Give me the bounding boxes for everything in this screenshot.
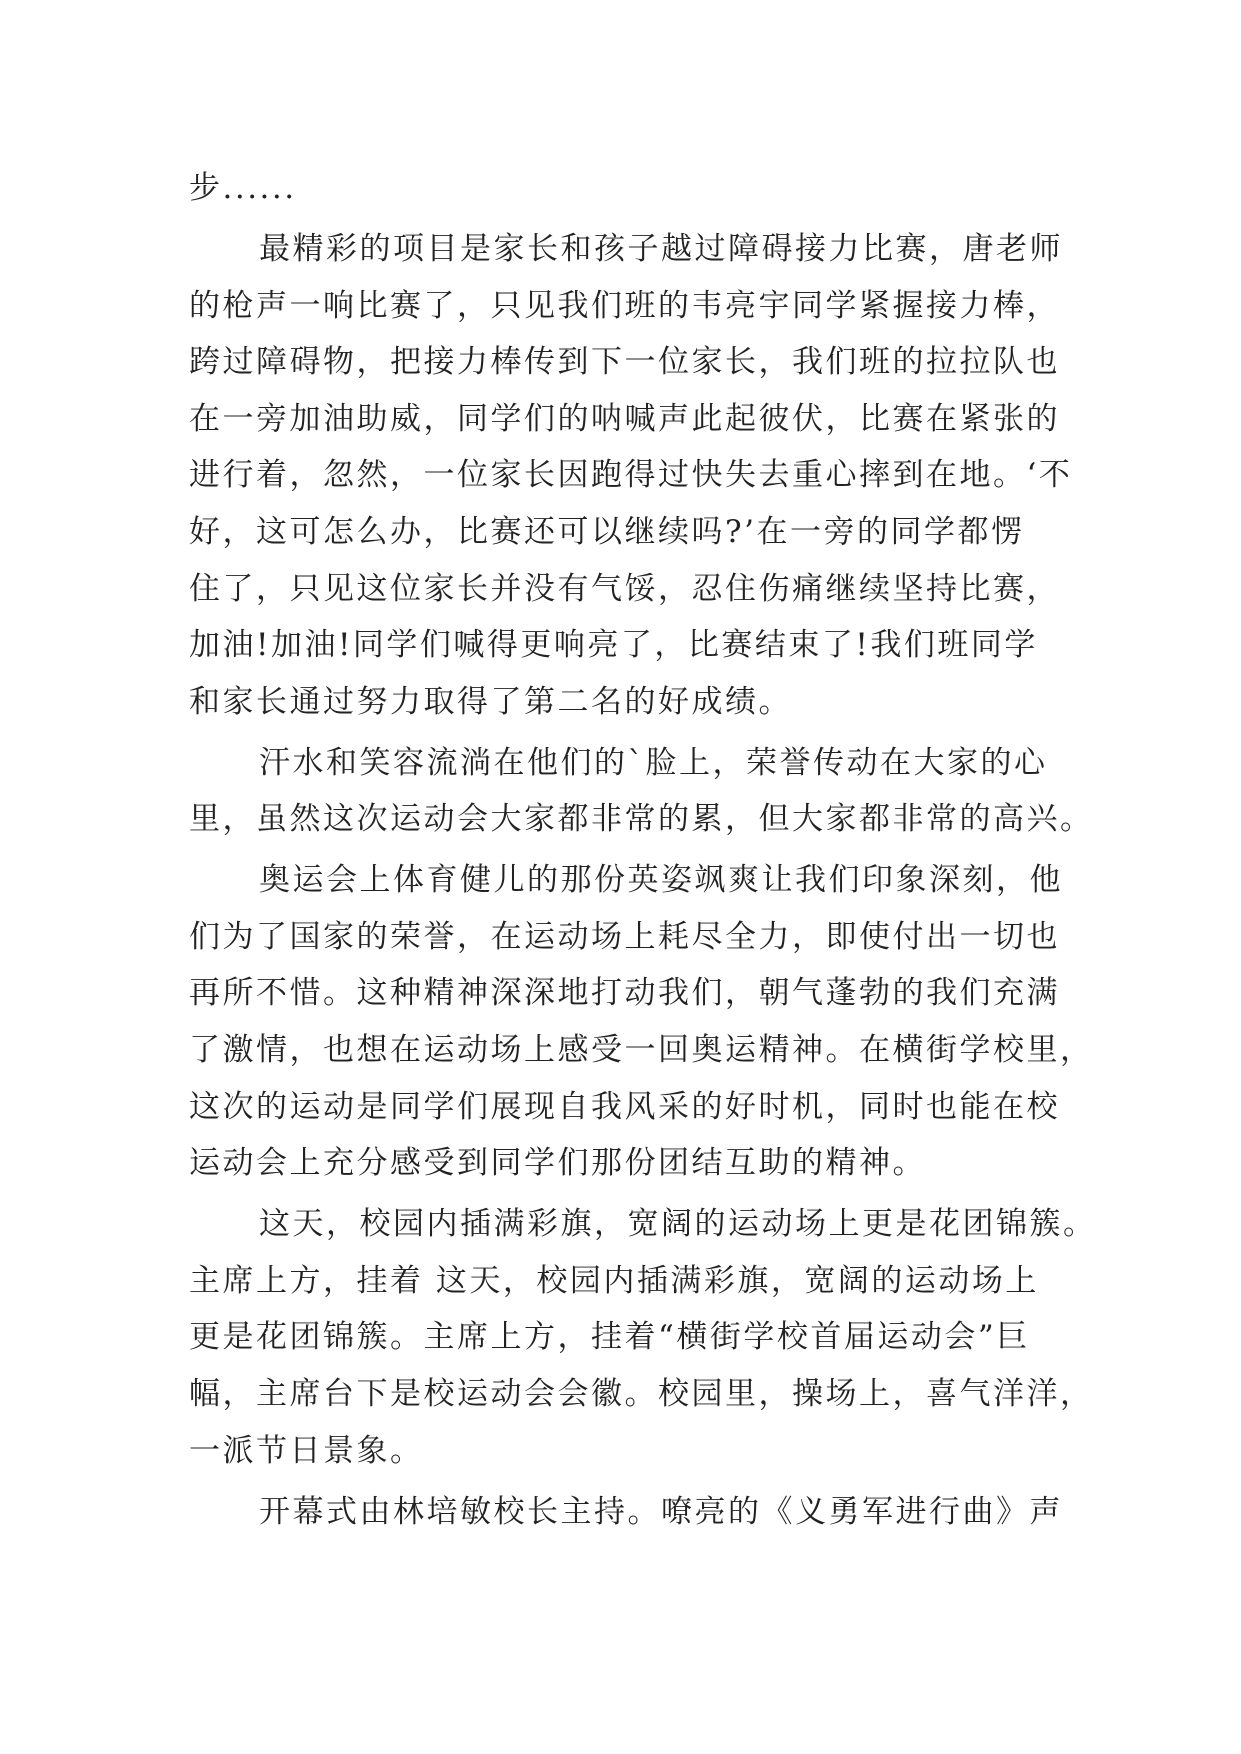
text-line: 的枪声一响比赛了，只见我们班的韦亮宇同学紧握接力棒， [189, 287, 1060, 324]
text-line: 汗水和笑容流淌在他们的`脸上，荣誉传动在大家的心 [259, 744, 1048, 781]
text-line: 在一旁加油助威，同学们的呐喊声此起彼伏，比赛在紧张的 [189, 400, 1060, 437]
text-line: 再所不惜。这种精神深深地打动我们，朝气蓬勃的我们充满 [189, 975, 1060, 1012]
text-line: 跨过障碍物，把接力棒传到下一位家长，我们班的拉拉队也 [189, 344, 1060, 381]
text-line: 开幕式由林培敏校长主持。嘹亮的《义勇军进行曲》声 [259, 1493, 1063, 1530]
text-line: 幅，主席台下是校运动会会徽。校园里，操场上，喜气洋洋， [189, 1376, 1094, 1413]
text-line: 主席上方，挂着 这天，校园内插满彩旗，宽阔的运动场上 [189, 1262, 1039, 1299]
text-line: 这天，校园内插满彩旗，宽阔的运动场上更是花团锦簇。 [259, 1206, 1097, 1243]
text-line: 里，虽然这次运动会大家都非常的累，但大家都非常的高兴。 [189, 801, 1094, 838]
text-line: 好，这可怎么办，比赛还可以继续吗?’在一旁的同学都愣 [189, 513, 1025, 550]
text-line: 了激情，也想在运动场上感受一回奥运精神。在横街学校里， [189, 1032, 1094, 1069]
text-line: 住了，只见这位家长并没有气馁，忍住伤痛继续坚持比赛， [189, 570, 1060, 607]
text-line: 最精彩的项目是家长和孩子越过障碍接力比赛，唐老师 [259, 230, 1063, 267]
text-line: 奥运会上体育健儿的那份英姿飒爽让我们印象深刻，他 [259, 862, 1063, 899]
text-line: 进行着，忽然，一位家长因跑得过快失去重心摔到在地。‘不 [189, 457, 1073, 494]
text-line: 们为了国家的荣誉，在运动场上耗尽全力，即使付出一切也 [189, 918, 1060, 955]
text-line: 步...... [189, 170, 297, 206]
text-line: 和家长通过努力取得了第二名的好成绩。 [189, 683, 792, 720]
text-line: 更是花团锦簇。主席上方，挂着“横街学校首届运动会”巨 [189, 1319, 1030, 1356]
text-line: 加油!加油!同学们喊得更响亮了，比赛结束了!我们班同学 [189, 627, 1038, 664]
text-line: 这次的运动是同学们展现自我风采的好时机，同时也能在校 [189, 1088, 1060, 1125]
text-line: 运动会上充分感受到同学们那份团结互助的精神。 [189, 1145, 926, 1182]
text-line: 一派节日景象。 [189, 1432, 424, 1469]
document-body [189, 160, 1097, 1540]
